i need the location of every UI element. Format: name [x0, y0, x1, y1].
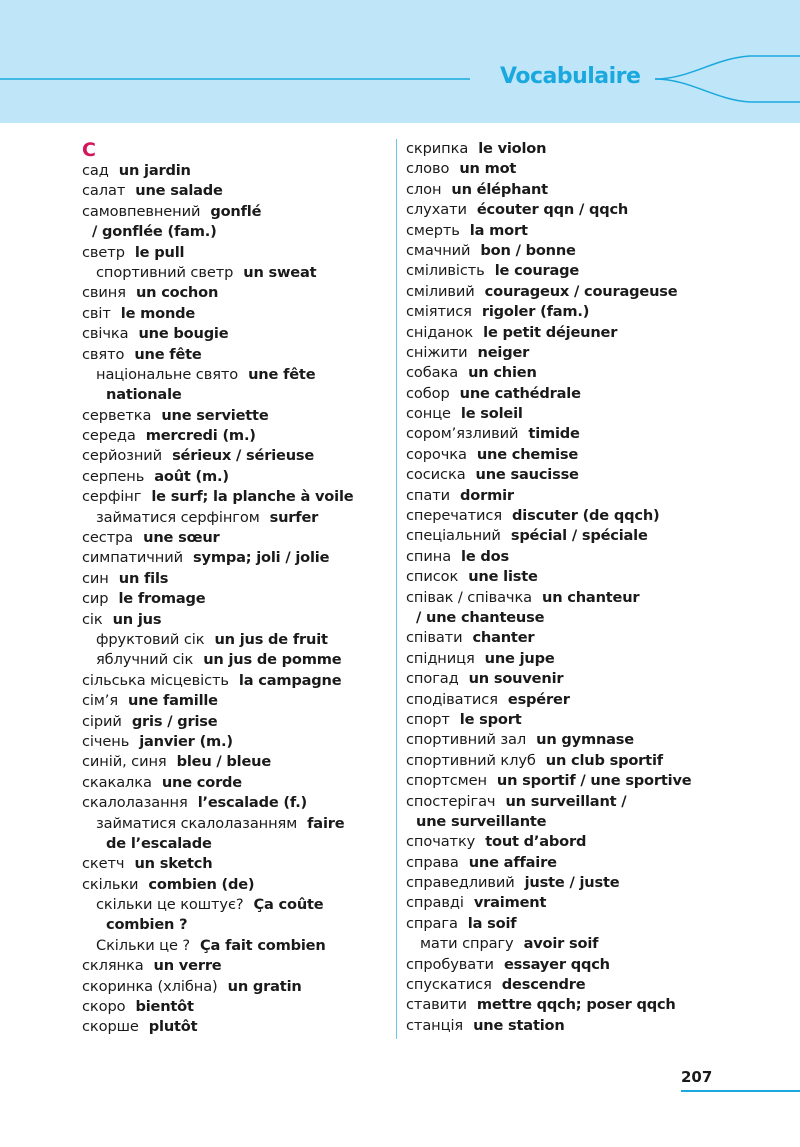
- ukrainian-word: сім’я: [82, 692, 119, 710]
- vocab-entry: [82, 222, 353, 242]
- french-translation: Ça fait combien: [200, 936, 326, 954]
- french-translation: gris / grise: [131, 712, 218, 730]
- french-translation: un jardin: [118, 162, 191, 179]
- french-translation: un mot: [459, 160, 517, 178]
- ukrainian-word: син: [82, 569, 109, 587]
- ukrainian-word: светр: [82, 243, 125, 261]
- page-header: [0, 0, 800, 123]
- french-translation: bon / bonne: [480, 241, 576, 259]
- ukrainian-word: скрипка: [406, 140, 469, 157]
- ukrainian-word: слухати: [406, 201, 467, 219]
- ukrainian-word: спеціальний: [406, 527, 501, 545]
- ukrainian-word: салат: [82, 182, 126, 200]
- french-translation: un souvenir: [468, 670, 564, 688]
- ukrainian-word: скорше: [82, 1018, 139, 1036]
- ukrainian-word: серфінг: [82, 488, 142, 506]
- vocab-entry: [82, 365, 353, 385]
- french-translation: sérieux / sérieuse: [172, 447, 315, 465]
- ukrainian-word: спати: [406, 486, 450, 504]
- french-translation: un sportif / une sportive: [496, 772, 692, 790]
- french-translation: un gymnase: [536, 731, 634, 749]
- ukrainian-word: ставити: [406, 996, 467, 1014]
- ukrainian-word: сподіватися: [406, 690, 498, 708]
- ukrainian-word: сніжити: [406, 343, 468, 361]
- ukrainian-word: свічка: [82, 325, 129, 343]
- ukrainian-word: спортивний зал: [406, 731, 527, 749]
- ukrainian-word: середа: [82, 427, 136, 445]
- french-translation: vraiment: [473, 894, 547, 912]
- vocab-entry: [82, 324, 353, 344]
- vocab-entry: [82, 671, 353, 691]
- ukrainian-word: займатися скалолазанням: [96, 814, 298, 832]
- french-translation: mercredi (m.): [145, 427, 256, 445]
- ukrainian-word: склянка: [82, 957, 144, 975]
- ukrainian-word: сніданок: [406, 323, 474, 341]
- vocab-entry: [82, 345, 353, 365]
- ukrainian-word: світ: [82, 304, 111, 322]
- vocab-entry: [406, 751, 691, 771]
- french-translation: sympa; joli / jolie: [193, 549, 330, 567]
- vocab-entry: [82, 712, 353, 732]
- ukrainian-word: співати: [406, 629, 463, 647]
- french-translation: un chanteur: [542, 588, 640, 606]
- vocab-entry: [406, 812, 691, 832]
- french-translation: bleu / bleue: [176, 753, 272, 771]
- ukrainian-word: спортсмен: [406, 772, 487, 790]
- french-translation: une famille: [128, 692, 218, 710]
- ukrainian-word: скільки це коштує?: [96, 896, 244, 914]
- vocab-entry: [406, 975, 691, 995]
- ukrainian-word: сором’язливий: [406, 425, 519, 443]
- vocab-entry: [406, 363, 691, 383]
- french-translation: une corde: [161, 773, 243, 791]
- vocab-entry: [406, 159, 691, 179]
- vocab-entry: [406, 404, 691, 424]
- french-translation: / une chanteuse: [416, 608, 545, 626]
- vocab-entry: [82, 977, 353, 997]
- vocab-entry: [82, 814, 353, 834]
- ukrainian-word: спрага: [406, 914, 458, 932]
- vocab-entry: [82, 467, 353, 487]
- ukrainian-word: самовпевнений: [82, 202, 201, 220]
- ukrainian-word: список: [406, 568, 459, 586]
- vocab-entry: [406, 445, 691, 465]
- ukrainian-word: смачний: [406, 241, 471, 259]
- french-translation: le dos: [461, 547, 509, 565]
- column-divider: [396, 139, 397, 1039]
- vocab-entry: [406, 486, 691, 506]
- vocab-entry: [82, 508, 353, 528]
- french-translation: bientôt: [135, 998, 194, 1016]
- vocab-entry: [82, 650, 353, 670]
- vocab-entry: [406, 343, 691, 363]
- vocab-entry: [406, 261, 691, 281]
- ukrainian-word: фруктовий сік: [96, 630, 205, 648]
- french-translation: de l’escalade: [106, 834, 212, 852]
- vocab-entry: [406, 424, 691, 444]
- vocab-entry: [82, 1017, 353, 1037]
- vocab-entry: [82, 936, 353, 956]
- french-translation: nationale: [106, 386, 182, 404]
- french-translation: un fils: [118, 569, 169, 587]
- header-decoration: [0, 0, 800, 123]
- french-translation: combien ?: [106, 916, 188, 934]
- vocab-entry: [82, 997, 353, 1017]
- ukrainian-word: мати спрагу: [420, 935, 514, 953]
- vocab-entry: [406, 873, 691, 893]
- vocab-entry: [406, 200, 691, 220]
- vocab-entry: [82, 263, 353, 283]
- ukrainian-word: скакалка: [82, 773, 152, 791]
- french-translation: une cathédrale: [459, 384, 581, 402]
- vocabulary-list-left: [82, 161, 353, 1038]
- ukrainian-word: сірий: [82, 712, 122, 730]
- french-translation: le courage: [494, 262, 580, 280]
- french-translation: août (m.): [154, 467, 229, 485]
- ukrainian-word: спогад: [406, 670, 459, 688]
- french-translation: rigoler (fam.): [481, 303, 590, 321]
- ukrainian-word: свято: [82, 345, 125, 363]
- vocab-entry: [406, 893, 691, 913]
- ukrainian-word: слон: [406, 180, 442, 198]
- french-translation: gonflé: [210, 202, 262, 220]
- ukrainian-word: сміятися: [406, 303, 472, 321]
- ukrainian-word: скільки: [82, 875, 139, 893]
- french-translation: une affaire: [468, 853, 557, 871]
- french-translation: une station: [473, 1016, 565, 1034]
- french-translation: un gratin: [227, 977, 302, 995]
- french-translation: le fromage: [118, 590, 206, 608]
- ukrainian-word: сир: [82, 590, 109, 608]
- vocab-entry: [82, 446, 353, 466]
- vocab-entry: [82, 630, 353, 650]
- vocab-entry: [82, 569, 353, 589]
- ukrainian-word: спорт: [406, 710, 450, 728]
- french-translation: avoir soif: [523, 935, 599, 953]
- french-translation: un jus: [112, 610, 162, 628]
- ukrainian-word: справедливий: [406, 874, 515, 892]
- ukrainian-word: скалолазання: [82, 794, 188, 812]
- french-translation: courageux / courageuse: [484, 282, 678, 300]
- french-translation: chanter: [472, 629, 535, 647]
- vocab-entry: [406, 649, 691, 669]
- french-translation: le surf; la planche à voile: [151, 488, 354, 506]
- vocab-entry: [82, 793, 353, 813]
- vocab-entry: [82, 161, 353, 181]
- vocab-entry: [82, 243, 353, 263]
- vocab-entry: [406, 955, 691, 975]
- ukrainian-word: смерть: [406, 221, 460, 239]
- vocab-entry: [82, 854, 353, 874]
- french-translation: la mort: [469, 221, 528, 239]
- french-translation: un club sportif: [545, 751, 663, 769]
- vocab-entry: [82, 895, 353, 915]
- vocab-entry: [406, 139, 691, 159]
- french-translation: un verre: [153, 957, 222, 975]
- section-letter: С: [82, 139, 96, 161]
- vocab-entry: [82, 528, 353, 548]
- ukrainian-word: спробувати: [406, 955, 494, 973]
- ukrainian-word: співак / співачка: [406, 588, 533, 606]
- french-translation: la soif: [467, 914, 517, 932]
- vocab-entry: [82, 283, 353, 303]
- vocab-entry: [82, 732, 353, 752]
- vocab-entry: [82, 589, 353, 609]
- vocab-entry: [82, 202, 353, 222]
- french-translation: une bougie: [138, 325, 229, 343]
- french-translation: un chien: [468, 364, 537, 382]
- french-translation: une surveillante: [416, 812, 547, 830]
- ukrainian-word: серйозний: [82, 447, 163, 465]
- vocab-entry: [82, 834, 353, 854]
- french-translation: écouter qqn / qqch: [476, 201, 629, 219]
- vocab-entry: [406, 914, 691, 934]
- vocab-entry: [406, 608, 691, 628]
- vocab-entry: [82, 773, 353, 793]
- ukrainian-word: спідниця: [406, 649, 475, 667]
- french-translation: descendre: [501, 976, 586, 994]
- vocab-entry: [406, 384, 691, 404]
- page-title: Vocabulaire: [500, 64, 641, 89]
- vocab-entry: [406, 180, 691, 200]
- ukrainian-word: займатися серфінгом: [96, 508, 260, 526]
- french-translation: discuter (de qqch): [512, 507, 660, 525]
- vocab-entry: [82, 426, 353, 446]
- vocabulary-list-right: [406, 139, 691, 1036]
- french-translation: le petit déjeuner: [483, 323, 618, 341]
- french-translation: mettre qqch; poser qqch: [476, 996, 676, 1014]
- ukrainian-word: сміливий: [406, 282, 475, 300]
- ukrainian-word: сік: [82, 610, 103, 628]
- french-translation: faire: [307, 814, 345, 832]
- vocab-entry: [406, 567, 691, 587]
- french-translation: juste / juste: [524, 874, 620, 892]
- ukrainian-word: спостерігач: [406, 792, 496, 810]
- vocab-entry: [406, 730, 691, 750]
- french-translation: un jus de pomme: [203, 651, 342, 669]
- vocab-entry: [406, 690, 691, 710]
- vocab-entry: [406, 710, 691, 730]
- ukrainian-word: сперечатися: [406, 507, 503, 525]
- vocab-entry: [82, 304, 353, 324]
- french-translation: spécial / spéciale: [510, 527, 648, 545]
- french-translation: Ça coûte: [253, 896, 324, 914]
- vocab-entry: [406, 588, 691, 608]
- french-translation: / gonflée (fam.): [92, 223, 217, 241]
- ukrainian-word: сорочка: [406, 445, 467, 463]
- vocab-entry: [406, 506, 691, 526]
- vocab-entry: [406, 771, 691, 791]
- vocab-entry: [82, 752, 353, 772]
- ukrainian-word: станція: [406, 1016, 464, 1034]
- french-translation: dormir: [460, 486, 514, 504]
- vocab-entry: [406, 628, 691, 648]
- french-translation: une salade: [135, 182, 223, 200]
- ukrainian-word: свиня: [82, 284, 126, 302]
- ukrainian-word: спина: [406, 547, 452, 565]
- french-translation: une sœur: [143, 529, 220, 547]
- ukrainian-word: справа: [406, 853, 459, 871]
- ukrainian-word: скетч: [82, 855, 125, 873]
- ukrainian-word: сад: [82, 162, 109, 179]
- french-translation: plutôt: [148, 1018, 198, 1036]
- ukrainian-word: національне свято: [96, 365, 239, 383]
- french-translation: une jupe: [484, 649, 555, 667]
- ukrainian-word: серпень: [82, 467, 145, 485]
- french-translation: surfer: [269, 508, 319, 526]
- french-translation: le sport: [459, 710, 522, 728]
- ukrainian-word: сестра: [82, 529, 134, 547]
- french-translation: une saucisse: [475, 466, 579, 484]
- vocab-entry: [82, 956, 353, 976]
- vocab-entry: [406, 241, 691, 261]
- ukrainian-word: спортивний светр: [96, 263, 234, 281]
- ukrainian-word: січень: [82, 732, 130, 750]
- ukrainian-word: скоринка (хлібна): [82, 977, 218, 995]
- vocab-entry: [406, 323, 691, 343]
- vocab-entry: [406, 934, 691, 954]
- french-translation: le monde: [120, 304, 196, 322]
- french-translation: un sketch: [134, 855, 213, 873]
- french-translation: combien (de): [148, 875, 255, 893]
- vocab-entry: [406, 547, 691, 567]
- french-translation: janvier (m.): [139, 732, 233, 750]
- ukrainian-word: симпатичний: [82, 549, 184, 567]
- french-translation: espérer: [507, 690, 570, 708]
- vocab-entry: [82, 406, 353, 426]
- vocab-entry: [82, 181, 353, 201]
- french-translation: une serviette: [161, 406, 269, 424]
- ukrainian-word: сосиска: [406, 466, 466, 484]
- vocab-entry: [82, 691, 353, 711]
- vocab-entry: [406, 792, 691, 812]
- ukrainian-word: собор: [406, 384, 450, 402]
- ukrainian-word: спочатку: [406, 833, 476, 851]
- french-translation: essayer qqch: [503, 955, 610, 973]
- vocab-entry: [406, 282, 691, 302]
- ukrainian-word: яблучний сік: [96, 651, 194, 669]
- right-column: [406, 139, 691, 1036]
- vocab-entry: [82, 915, 353, 935]
- vocab-entry: [406, 995, 691, 1015]
- vocab-entry: [406, 669, 691, 689]
- ukrainian-word: спускатися: [406, 976, 492, 994]
- vocab-entry: [406, 853, 691, 873]
- page-number: 207: [681, 1068, 713, 1086]
- french-translation: la campagne: [238, 671, 342, 689]
- vocab-entry: [406, 526, 691, 546]
- vocab-entry: [82, 487, 353, 507]
- french-translation: une fête: [134, 345, 202, 363]
- vocab-entry: [82, 548, 353, 568]
- ukrainian-word: Скільки це ?: [96, 936, 191, 954]
- french-translation: un jus de fruit: [214, 630, 328, 648]
- ukrainian-word: скоро: [82, 998, 126, 1016]
- ukrainian-word: справді: [406, 894, 464, 912]
- vocab-entry: [82, 875, 353, 895]
- ukrainian-word: синій, синя: [82, 753, 167, 771]
- french-translation: le soleil: [460, 405, 523, 423]
- ukrainian-word: слово: [406, 160, 450, 178]
- ukrainian-word: сільська місцевість: [82, 671, 229, 689]
- french-translation: le violon: [478, 140, 547, 157]
- vocab-entry: [82, 610, 353, 630]
- french-translation: l’escalade (f.): [197, 794, 308, 812]
- vocab-entry: [406, 1016, 691, 1036]
- ukrainian-word: собака: [406, 364, 459, 382]
- french-translation: une fête: [248, 365, 316, 383]
- ukrainian-word: сонце: [406, 405, 451, 423]
- ukrainian-word: серветка: [82, 406, 152, 424]
- vocab-entry: [406, 221, 691, 241]
- vocab-entry: [82, 385, 353, 405]
- french-translation: le pull: [134, 243, 185, 261]
- french-translation: une chemise: [476, 445, 579, 463]
- vocab-entry: [406, 465, 691, 485]
- french-translation: un cochon: [135, 284, 219, 302]
- french-translation: neiger: [477, 343, 530, 361]
- ukrainian-word: сміливість: [406, 262, 485, 280]
- french-translation: tout d’abord: [485, 833, 587, 851]
- page-number-rule: [681, 1090, 800, 1092]
- french-translation: un sweat: [243, 263, 317, 281]
- french-translation: une liste: [468, 568, 538, 586]
- vocab-entry: [406, 302, 691, 322]
- ukrainian-word: спортивний клуб: [406, 751, 536, 769]
- vocab-entry: [406, 832, 691, 852]
- french-translation: un surveillant /: [505, 792, 627, 810]
- left-column: [82, 139, 353, 1038]
- french-translation: timide: [528, 425, 580, 443]
- french-translation: un éléphant: [451, 180, 548, 198]
